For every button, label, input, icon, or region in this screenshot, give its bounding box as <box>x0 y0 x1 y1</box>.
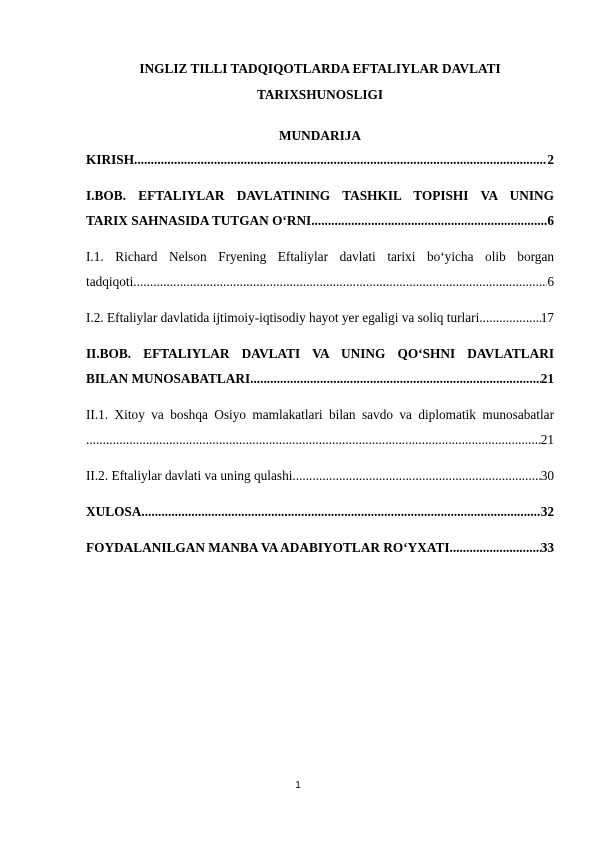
toc-page-number: 2 <box>547 152 554 167</box>
dot-leader <box>141 499 540 524</box>
toc-page-number: 21 <box>540 432 554 447</box>
toc-entry-text: BILAN MUNOSABATLARI <box>86 371 251 386</box>
dot-leader <box>450 535 541 560</box>
toc-entry-chapter-1-cont[interactable] <box>86 208 554 233</box>
table-of-contents <box>86 147 554 560</box>
toc-entry-section-1-1[interactable]: I.1. Richard Nelson Fryening Eftaliylar davlati tarixi bo‘yicha olib borgan <box>86 249 554 264</box>
toc-entry-section-1-1-cont[interactable] <box>86 269 554 294</box>
toc-entry-text: XULOSA <box>86 504 142 519</box>
toc-entry-xulosa[interactable] <box>86 499 554 524</box>
toc-entry-text: I.2. Eftaliylar davlatida ijtimoiy-iqtisodiy hayot yer egaligi va soliq turlari <box>86 310 480 325</box>
dot-leader <box>250 366 541 391</box>
toc-entry-kirish[interactable] <box>86 147 554 172</box>
toc-page-number: 17 <box>540 310 554 325</box>
document-title: INGLIZ TILLI TADQIQOTLARDA EFTALIYLAR DAVLATI TARIXSHUNOSLIGI <box>139 61 501 102</box>
dot-leader <box>479 305 540 330</box>
toc-entry-section-2-1-cont[interactable] <box>86 427 554 452</box>
dot-leader <box>134 147 547 172</box>
toc-entry-chapter-1[interactable]: I.BOB. EFTALIYLAR DAVLATINING TASHKIL TOPISHI VA UNING <box>86 188 554 203</box>
toc-page-number: 33 <box>540 540 554 555</box>
toc-entry-text: TARIX SAHNASIDA TUTGAN O‘RNI <box>86 213 312 228</box>
contents-heading: MUNDARIJA <box>279 128 361 143</box>
dot-leader <box>311 208 547 233</box>
toc-entry-chapter-2[interactable]: II.BOB. EFTALIYLAR DAVLATI VA UNING QO‘SHNI DAVLATLARI <box>86 346 554 361</box>
toc-entry-text: II.2. Eftaliylar davlati va uning qulashi <box>86 468 293 483</box>
toc-entry-bibliography[interactable] <box>86 535 554 560</box>
dot-leader <box>292 463 540 488</box>
toc-page-number: 6 <box>547 274 554 289</box>
toc-entry-section-2-2[interactable] <box>86 463 554 488</box>
toc-entry-section-1-2[interactable] <box>86 305 554 330</box>
toc-entry-section-2-1[interactable]: II.1. Xitoy va boshqa Osiyo mamlakatlari bilan savdo va diplomatik munosabatlar <box>86 407 554 422</box>
page-number: 1 <box>295 780 301 791</box>
toc-page-number: 30 <box>540 468 554 483</box>
toc-page-number: 32 <box>540 504 554 519</box>
dot-leader <box>86 427 541 452</box>
toc-entry-text: tadqiqoti <box>86 274 134 289</box>
toc-entry-text: FOYDALANILGAN MANBA VA ADABIYOTLAR RO‘YXATI <box>86 540 450 555</box>
toc-entry-text: KIRISH <box>86 152 135 167</box>
toc-page-number: 21 <box>540 371 554 386</box>
toc-entry-chapter-2-cont[interactable] <box>86 366 554 391</box>
dot-leader <box>133 269 547 294</box>
toc-page-number: 6 <box>547 213 554 228</box>
